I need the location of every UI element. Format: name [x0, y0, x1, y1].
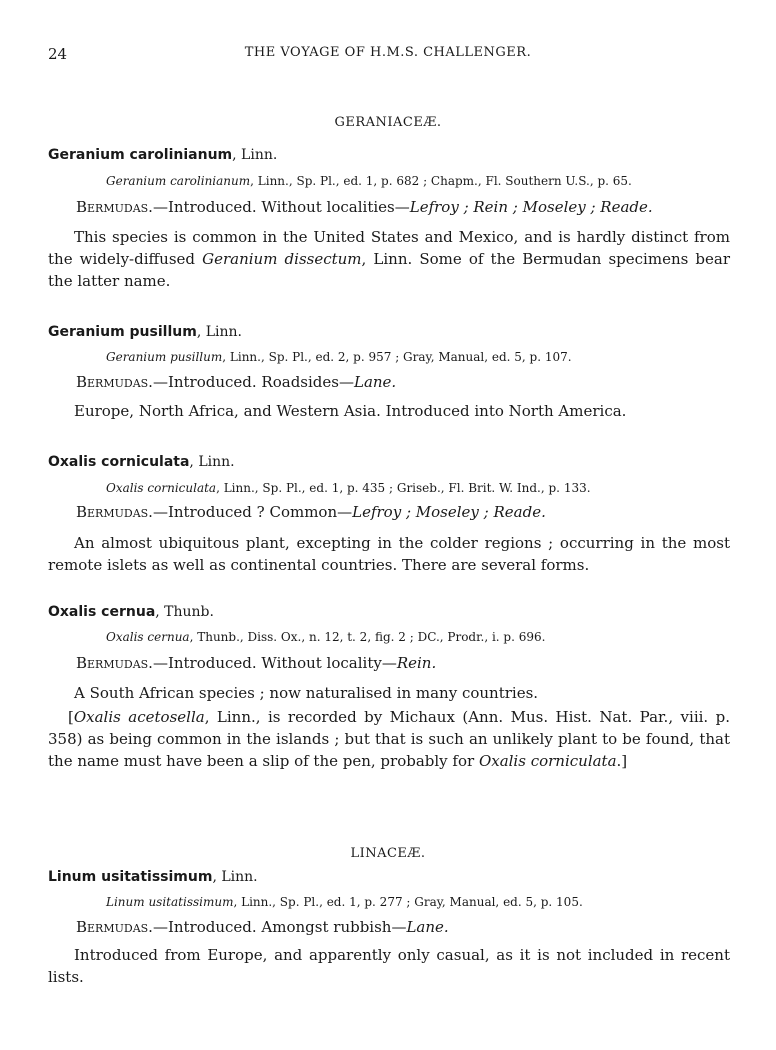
bracket-close: .] — [616, 752, 628, 770]
note-species-name: Oxalis corniculata — [478, 752, 617, 770]
locality-text: .—Introduced. Without locality— — [148, 654, 397, 672]
species-author: , Thunb. — [155, 604, 214, 620]
running-title: THE VOYAGE OF H.M.S. CHALLENGER. — [244, 45, 532, 60]
reference-name: Oxalis corniculata — [106, 481, 217, 495]
note-text: , Linn., is recorded by Michaux (Ann. Mus. Hist. Nat. Par., viii. p. 358) as being common in the islands ; but that is such an unlikely plant to be found, that the name must have been a slip of the pen, probably for — [48, 708, 730, 770]
locality-collectors: Rein. — [396, 654, 437, 672]
locality-text: .—Introduced ? Common— — [148, 503, 353, 521]
bracketed-note — [48, 706, 730, 772]
locality-collectors: Lefroy ; Rein ; Moseley ; Reade. — [409, 198, 653, 216]
locality-collectors: Lefroy ; Moseley ; Reade. — [352, 503, 546, 521]
family-title-linaceae: LINACEÆ. — [350, 846, 426, 861]
species-note: Europe, North Africa, and Western Asia. Introduced into North America. — [74, 402, 627, 420]
note-text: , Linn. Some of the Bermudan specimens bear the latter name. — [48, 250, 730, 290]
species-name: Oxalis cernua — [48, 604, 156, 620]
locality-line — [76, 503, 546, 521]
species-name: Geranium pusillum — [48, 324, 197, 340]
reference-text: , Linn., Sp. Pl., ed. 1, p. 435 ; Griseb., Fl. Brit. W. Ind., p. 133. — [216, 481, 591, 495]
reference-name: Linum usitatissimum — [106, 895, 234, 909]
locality-line — [76, 373, 396, 391]
species-name: Oxalis corniculata — [48, 454, 190, 470]
locality-text: .—Introduced. Amongst rubbish— — [148, 918, 407, 936]
species-heading — [48, 147, 277, 163]
locality-label: Bermudas — [76, 373, 149, 391]
reference-text: , Linn., Sp. Pl., ed. 1, p. 682 ; Chapm., Fl. Southern U.S., p. 65. — [250, 174, 632, 188]
species-reference — [106, 630, 545, 644]
species-reference — [106, 481, 591, 495]
reference-text: , Linn., Sp. Pl., ed. 1, p. 277 ; Gray, Manual, ed. 5, p. 105. — [233, 895, 583, 909]
species-note — [48, 226, 730, 292]
species-heading — [48, 324, 242, 340]
reference-name: Oxalis cernua — [106, 630, 190, 644]
reference-text: , Linn., Sp. Pl., ed. 2, p. 957 ; Gray, Manual, ed. 5, p. 107. — [222, 350, 572, 364]
page-header — [48, 45, 728, 65]
note-species-name: Geranium dissectum — [202, 250, 362, 268]
species-author: , Linn. — [189, 454, 235, 470]
species-reference — [106, 174, 632, 188]
species-reference — [106, 350, 572, 364]
locality-label: Bermudas — [76, 503, 149, 521]
bracket-open: [ — [68, 708, 74, 726]
reference-name: Geranium carolinianum — [106, 174, 251, 188]
locality-label: Bermudas — [76, 198, 149, 216]
locality-label: Bermudas — [76, 918, 149, 936]
locality-text: .—Introduced. Without localities— — [148, 198, 410, 216]
species-note: Introduced from Europe, and apparently only casual, as it is not included in recent lists. — [48, 946, 730, 986]
family-title-geraniaceae: GERANIACEÆ. — [334, 115, 442, 130]
locality-text: .—Introduced. Roadsides— — [148, 373, 354, 391]
locality-collectors: Lane. — [353, 373, 397, 391]
locality-label: Bermudas — [76, 654, 149, 672]
species-author: , Linn. — [232, 147, 278, 163]
locality-collectors: Lane. — [406, 918, 449, 936]
note-species-name: Oxalis acetosella — [73, 708, 205, 726]
species-note: A South African species ; now naturalised in many countries. — [74, 684, 539, 702]
reference-name: Geranium pusillum — [106, 350, 223, 364]
species-heading — [48, 604, 214, 620]
locality-line — [76, 198, 653, 216]
reference-text: , Thunb., Diss. Ox., n. 12, t. 2, fig. 2 ; DC., Prodr., i. p. 696. — [189, 630, 546, 644]
locality-line — [76, 918, 449, 936]
species-name: Geranium carolinianum — [48, 147, 233, 163]
species-heading — [48, 869, 258, 885]
species-reference — [106, 895, 583, 909]
species-name: Linum usitatissimum — [48, 869, 213, 885]
locality-line — [76, 654, 436, 672]
page-number: 24 — [48, 45, 68, 63]
note-text: This species is common in the United States and Mexico, and is hardly distinct from the widely-diffused — [48, 228, 730, 268]
species-heading — [48, 454, 235, 470]
species-note: An almost ubiquitous plant, excepting in the colder regions ; occurring in the most remote islets as well as continental countries. There are several forms. — [48, 534, 730, 574]
species-author: , Linn. — [212, 869, 258, 885]
species-author: , Linn. — [196, 324, 242, 340]
